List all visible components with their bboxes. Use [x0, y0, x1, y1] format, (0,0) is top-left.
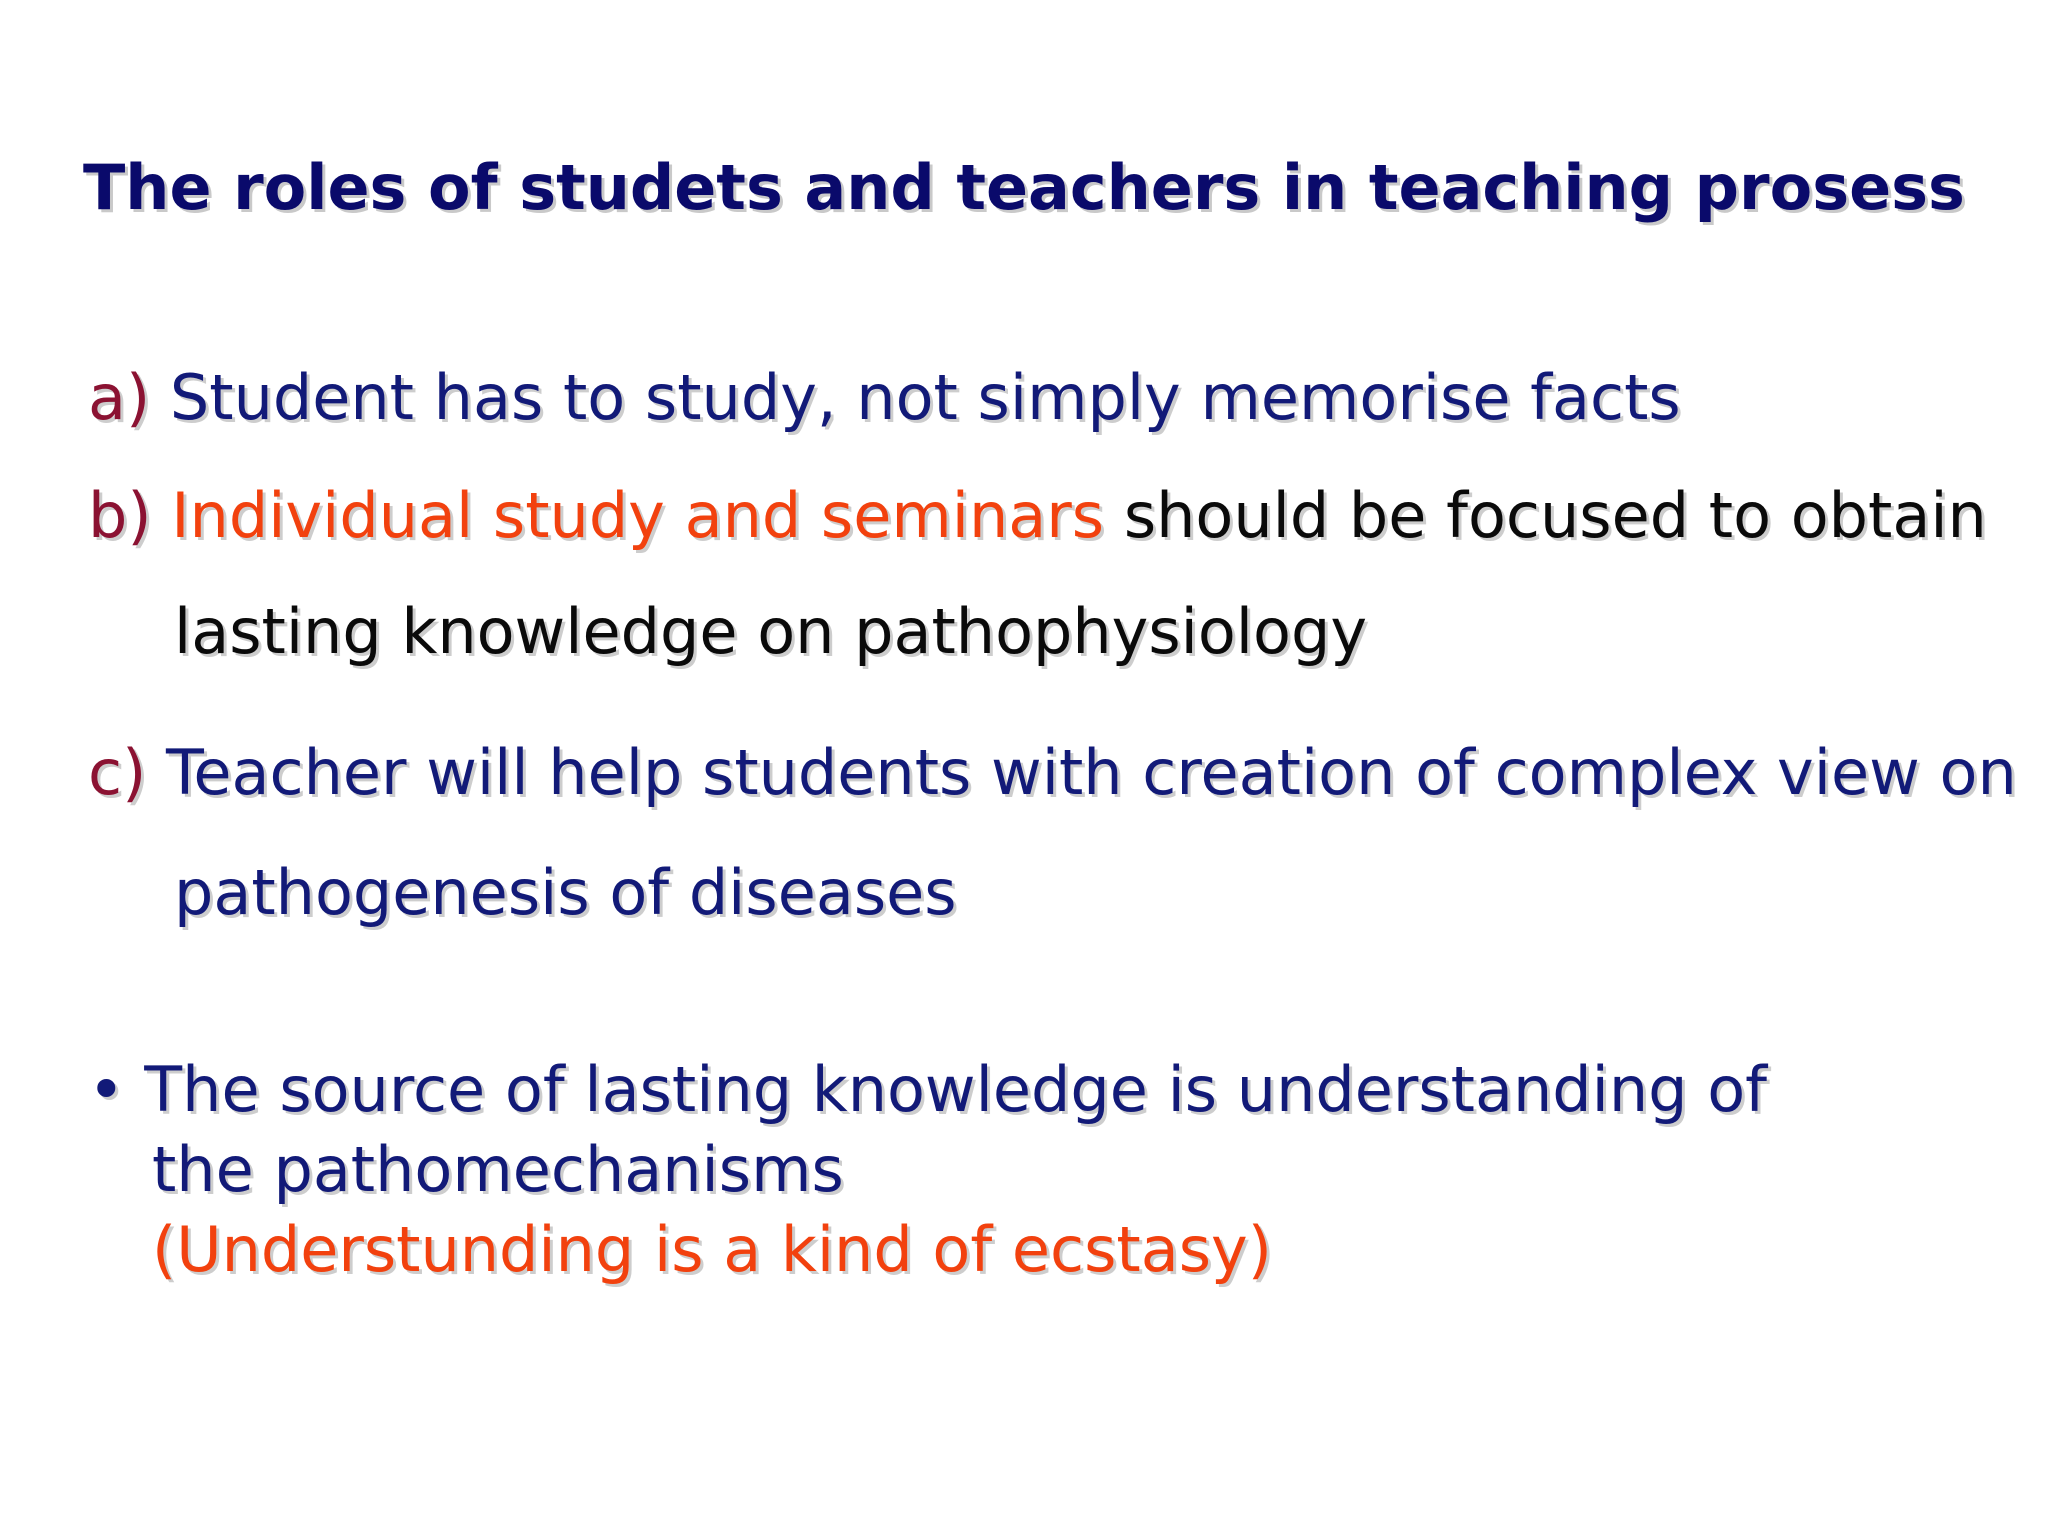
- list-item-b: [88, 476, 1987, 556]
- list-item-c-text-line2: pathogenesis of diseases: [174, 856, 957, 929]
- list-item-b-text-line1: should be focused to obtain: [1123, 479, 1987, 552]
- bullet-text-line1: The source of lasting knowledge is understanding of: [144, 1053, 1767, 1126]
- list-marker-b: b): [88, 479, 152, 552]
- bullet-symbol: •: [88, 1053, 125, 1126]
- list-item-a: [88, 358, 1681, 438]
- list-item-c-text-line1: Teacher will help students with creation of complex view on: [166, 736, 2017, 809]
- bullet-highlight: (Understunding is a kind of ecstasy): [152, 1213, 1272, 1286]
- list-item-b-highlight: Individual study and seminars: [171, 479, 1105, 552]
- list-item-c: [88, 733, 2017, 813]
- slide-title: The roles of studets and teachers in teaching prosess: [83, 151, 1965, 224]
- bullet-point: [88, 1050, 1767, 1130]
- list-marker-a: a): [88, 361, 151, 434]
- list-marker-c: c): [88, 736, 147, 809]
- bullet-text-line2: the pathomechanisms: [152, 1133, 844, 1206]
- list-item-b-text-line2: lasting knowledge on pathophysiology: [174, 595, 1368, 668]
- list-item-a-text: Student has to study, not simply memorise facts: [169, 361, 1681, 434]
